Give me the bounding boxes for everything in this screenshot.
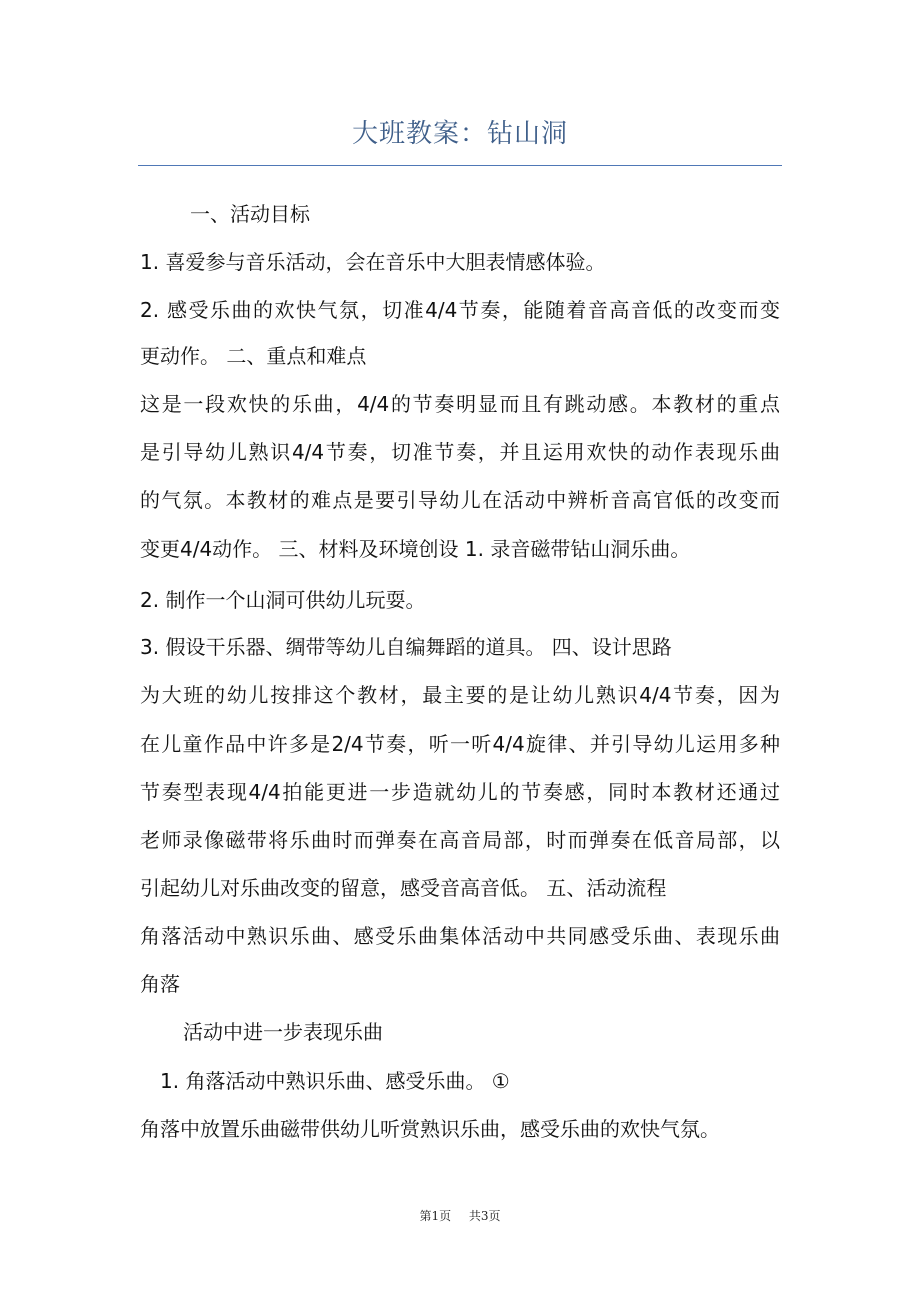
- paragraph-line: 角落活动中熟识乐曲、感受乐曲集体活动中共同感受乐曲、表现乐曲: [140, 924, 780, 948]
- paragraph-line: 引起幼儿对乐曲改变的留意，感受音高音低。 五、活动流程: [140, 876, 667, 900]
- paragraph-line: 活动中进一步表现乐曲: [183, 1020, 383, 1044]
- paragraph-line: 角落: [140, 972, 180, 996]
- paragraph-line: 角落中放置乐曲磁带供幼儿听赏熟识乐曲，感受乐曲的欢快气氛。: [140, 1117, 720, 1141]
- paragraph-line: 是引导幼儿熟识4/4节奏，切准节奏，并且运用欢快的动作表现乐曲: [140, 440, 780, 464]
- paragraph-line: 2. 制作一个山洞可供幼儿玩耍。: [140, 588, 426, 612]
- paragraph-line: 老师录像磁带将乐曲时而弹奏在高音局部，时而弹奏在低音局部，以: [140, 828, 780, 852]
- paragraph-line: 更动作。 二、重点和难点: [140, 344, 367, 368]
- paragraph-line: 为大班的幼儿按排这个教材，最主要的是让幼儿熟识4/4节奏，因为: [140, 683, 780, 707]
- paragraph-line: 节奏型表现4/4拍能更进一步造就幼儿的节奏感，同时本教材还通过: [140, 780, 780, 804]
- paragraph-line: 这是一段欢快的乐曲，4/4的节奏明显而且有跳动感。本教材的重点: [140, 392, 780, 416]
- page-footer: [0, 1208, 920, 1224]
- title-underline: [138, 165, 782, 166]
- page-total: 共3页: [468, 1209, 501, 1223]
- paragraph-line: 的气氛。本教材的难点是要引导幼儿在活动中辨析音高官低的改变而: [140, 488, 780, 512]
- paragraph-line: 1. 喜爱参与音乐活动，会在音乐中大胆表情感体验。: [140, 250, 606, 274]
- section-heading-goals: 一、活动目标: [190, 202, 310, 226]
- page-number: 第1页: [419, 1209, 452, 1223]
- paragraph-line: 2. 感受乐曲的欢快气氛，切准4/4节奏，能随着音高音低的改变而变: [140, 298, 780, 322]
- paragraph-line: 在儿童作品中许多是2/4节奏，听一听4/4旋律、并引导幼儿运用多种: [140, 732, 780, 756]
- numbered-item: 1. 角落活动中熟识乐曲、感受乐曲。 ①: [160, 1069, 510, 1093]
- paragraph-line: 变更4/4动作。 三、材料及环境创设 1. 录音磁带钻山洞乐曲。: [140, 537, 691, 561]
- paragraph-line: 3. 假设干乐器、绸带等幼儿自编舞蹈的道具。 四、设计思路: [140, 635, 672, 659]
- document-title: 大班教案：钻山洞: [351, 119, 568, 149]
